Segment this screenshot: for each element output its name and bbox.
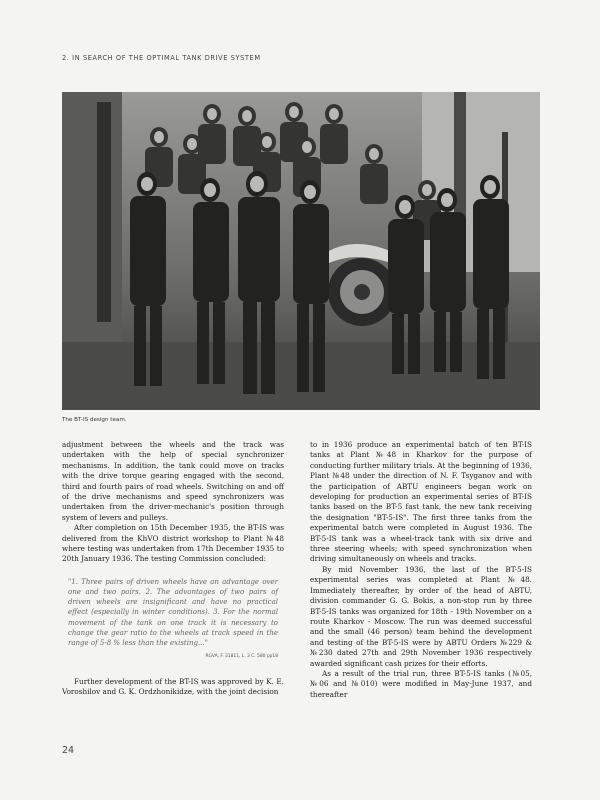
archive-reference: RGVA, F. 31811, L. 3 C. 580 pp18	[205, 654, 278, 660]
page-number: 24	[62, 745, 75, 756]
left-paragraph-3: Further development of the BT-IS was approved by K. E. Voroshilov and G. K. Ordzhonikidze, with the joint decision	[62, 676, 284, 697]
team-photograph	[62, 92, 540, 410]
right-column	[310, 440, 532, 700]
right-paragraph-2: By mid November 1936, the last of the BT-5-IS experimental series was completed at Plant №48. Immediately thereafter, by order of the head of ABTU, division commander G. G. Bokis, a non-stop run by three BT-5-IS tanks was organized for 18th - 19th November on a route Kharkov - Moscow. The run was deemed successful and the small (46 person) team behind the development and testing of the BT-5-IS were by ABTU Orders №229 & №230 dated 27th and 29th November 1936 respectively awarded significant cash prizes for their efforts.	[310, 564, 532, 668]
running-header: 2. IN SEARCH OF THE OPTIMAL TANK DRIVE SYSTEM	[62, 54, 261, 62]
right-paragraph-1: to in 1936 produce an experimental batch of ten BT-IS tanks at Plant №48 in Kharkov for the purpose of conducting further military trials. At the beginning of 1936, Plant №48 under the direction of N. F. Tsyganov and with the participation of ABTU engineers began work on developing for production an experimental series of BT-IS tanks based on the BT-5 fast tank, the new tank receiving the designation "BT-5-IS". The first three tanks from the experimental batch were completed in August 1936. The BT-5-IS tank was a wheel-track tank with six drive and three steering wheels; with speed synchronization when driving simultaneously on wheels and tracks.	[310, 440, 532, 564]
figure-caption: The BT-IS design team.	[62, 417, 127, 423]
left-column	[62, 440, 284, 698]
left-paragraph-2: After completion on 15th December 1935, the BT-IS was delivered from the KhVO district workshop to Plant №48 where testing was undertaken from 17th December 1935 to 20th January 1936. The testing Commission concluded:	[62, 523, 284, 564]
commission-quote: "1. Three pairs of driven wheels have an advantage over one and two pairs. 2. The advantages of two pairs of driven wheels are insignificant and have no practical effect (especially in winter conditions). 3. For the normal movement of the tank on one track it is necessary to change the gear ratio to the wheels at track speed in the range of 5-8 % less than the existing..."	[68, 577, 278, 648]
left-paragraph-1: adjustment between the wheels and the track was undertaken with the help of special synchronizer mechanisms. In addition, the tank could move on tracks with the drive torque gearing engaged with the second, third and fourth pairs of road wheels. Switching on and off of the drive mechanisms and speed synchronizers was undertaken from the driver-mechanic's position through system of levers and pulleys.	[62, 440, 284, 522]
right-paragraph-3: As a result of the trial run, three BT-5-IS tanks (№05, №06 and №010) were modified in May-June 1937, and thereafter	[310, 668, 532, 699]
